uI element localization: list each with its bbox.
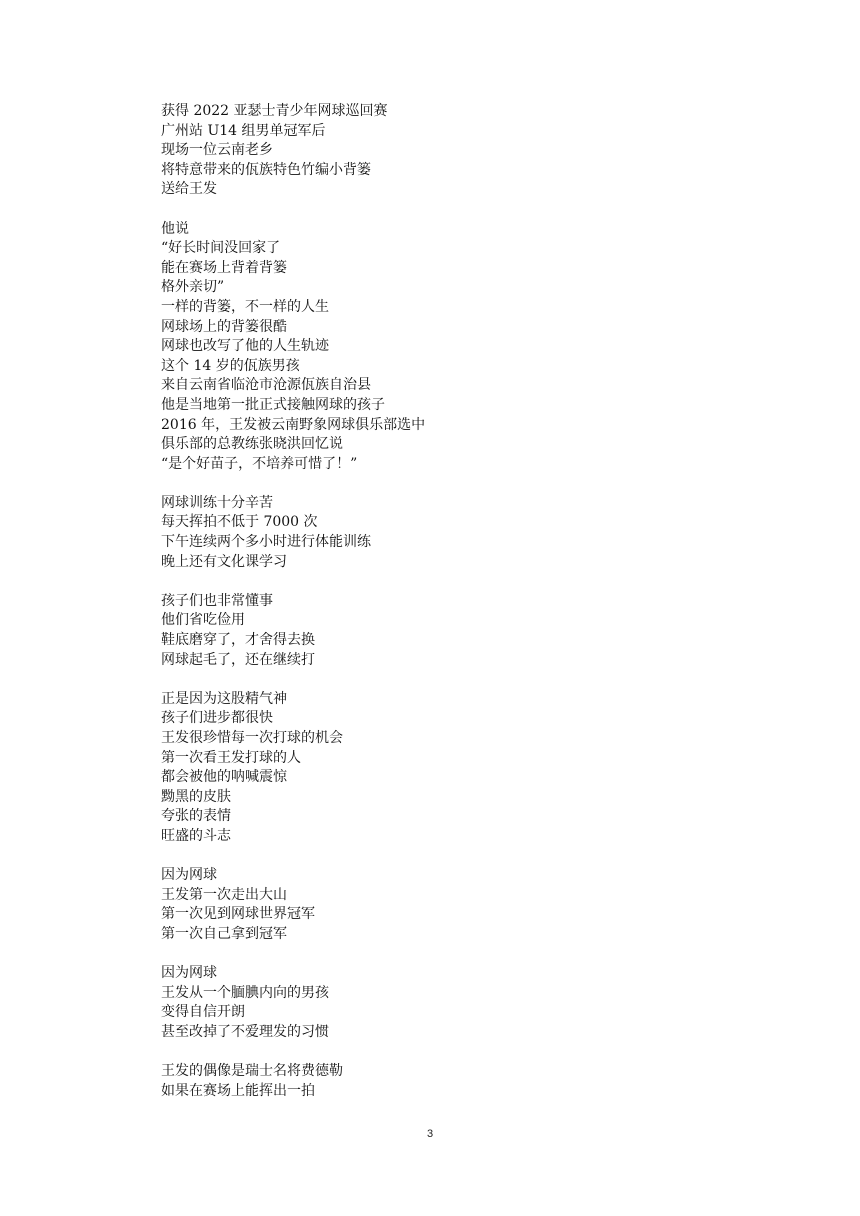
text-line: 第一次见到网球世界冠军 xyxy=(161,906,315,923)
text-line: 网球场上的背篓很酷 xyxy=(161,318,287,335)
text-line: 广州站 U14 组男单冠军后 xyxy=(161,122,326,139)
page-number: 3 xyxy=(426,1128,434,1140)
text-line: 网球也改写了他的人生轨迹 xyxy=(161,338,329,355)
text-line: 网球训练十分辛苦 xyxy=(161,494,273,511)
text-line: 这个 14 岁的佤族男孩 xyxy=(161,357,300,374)
text-line: 能在赛场上背着背篓 xyxy=(161,259,287,276)
text-line: 第一次看王发打球的人 xyxy=(161,749,301,766)
text-line: 下午连续两个多小时进行体能训练 xyxy=(161,534,371,551)
text-line: 都会被他的呐喊震惊 xyxy=(161,769,287,786)
text-line: 送给王发 xyxy=(161,181,217,198)
stanza-8 xyxy=(161,1062,761,1101)
text-line: 旺盛的斗志 xyxy=(161,827,231,844)
text-line: 获得 2022 亚瑟士青少年网球巡回赛 xyxy=(161,103,388,119)
text-line: 第一次自己拿到冠军 xyxy=(161,925,287,942)
stanza-1 xyxy=(161,102,761,200)
text-line: 格外亲切” xyxy=(161,279,225,296)
text-line: 晚上还有文化课学习 xyxy=(161,553,287,570)
stanza-5 xyxy=(161,690,761,847)
text-line: 因为网球 xyxy=(161,867,217,884)
text-line: 变得自信开朗 xyxy=(161,1004,245,1021)
text-line: 来自云南省临沧市沧源佤族自治县 xyxy=(161,377,371,394)
text-line: 他们省吃俭用 xyxy=(161,612,245,629)
text-line: 网球起毛了，还在继续打 xyxy=(161,651,315,668)
text-line: 王发从一个腼腆内向的男孩 xyxy=(161,984,329,1001)
stanza-7 xyxy=(161,964,761,1042)
text-line: 一样的背篓，不一样的人生 xyxy=(161,298,329,315)
text-line: 他是当地第一批正式接触网球的孩子 xyxy=(161,396,385,413)
text-line: 黝黑的皮肤 xyxy=(161,788,231,805)
text-line: “是个好苗子，不培养可惜了！” xyxy=(161,455,358,472)
text-line: 夸张的表情 xyxy=(161,808,231,825)
text-line: 王发第一次走出大山 xyxy=(161,886,287,903)
text-line: 每天挥拍不低于 7000 次 xyxy=(161,514,318,531)
text-line: 他说 xyxy=(161,220,189,237)
stanza-4 xyxy=(161,592,761,670)
text-line: 孩子们也非常懂事 xyxy=(161,592,273,609)
text-line: 如果在赛场上能挥出一拍 xyxy=(161,1082,315,1099)
stanza-2 xyxy=(161,220,761,475)
text-line: 因为网球 xyxy=(161,965,217,982)
text-line: 甚至改掉了不爱理发的习惯 xyxy=(161,1023,329,1040)
text-line: 2016 年，王发被云南野象网球俱乐部选中 xyxy=(161,416,426,433)
text-line: 王发很珍惜每一次打球的机会 xyxy=(161,730,343,746)
text-line: 孩子们进步都很快 xyxy=(161,710,273,727)
stanza-6 xyxy=(161,866,761,944)
text-line: 正是因为这股精气神 xyxy=(161,690,287,707)
stanza-3 xyxy=(161,494,761,572)
text-line: 鞋底磨穿了，才舍得去换 xyxy=(161,632,315,649)
text-line: 将特意带来的佤族特色竹编小背篓 xyxy=(161,161,371,178)
text-line: 现场一位云南老乡 xyxy=(161,142,273,159)
text-line: “好长时间没回家了 xyxy=(161,240,281,257)
document-body xyxy=(161,102,761,1121)
text-line: 俱乐部的总教练张晓洪回忆说 xyxy=(161,436,343,453)
text-line: 王发的偶像是瑞士名将费德勒 xyxy=(161,1063,343,1080)
